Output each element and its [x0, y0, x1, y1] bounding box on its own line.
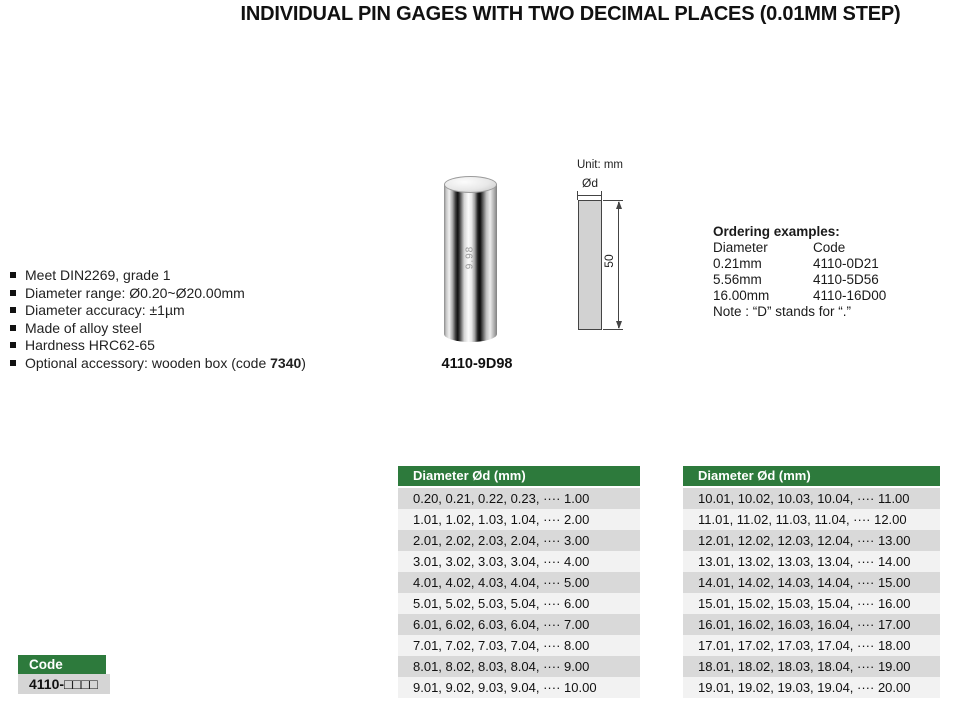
table-row: 19.01, 19.02, 19.03, 19.04, ···· 20.00: [683, 677, 940, 698]
table-row: 3.01, 3.02, 3.03, 3.04, ···· 4.00: [398, 551, 640, 572]
table-row: 4.01, 4.02, 4.03, 4.04, ···· 5.00: [398, 572, 640, 593]
ordering-note: Note : “D” stands for “.”: [713, 303, 852, 319]
table-row: 11.01, 11.02, 11.03, 11.04, ···· 12.00: [683, 509, 940, 530]
pin-marking-text: 9.98: [464, 245, 476, 270]
diagram-dim-tick: [601, 191, 602, 200]
feature-item: [8, 338, 388, 352]
feature-item: [8, 303, 388, 317]
example-diameter: 16.00mm: [713, 287, 770, 303]
feature-item: [8, 268, 388, 282]
table-header: Diameter Ød (mm): [398, 466, 640, 488]
feature-text: Diameter range: Ø0.20~Ø20.00mm: [25, 284, 245, 301]
diagram-height-dim-line: [618, 202, 619, 328]
table-row: 12.01, 12.02, 12.03, 12.04, ···· 13.00: [683, 530, 940, 551]
ordering-example-row: [713, 272, 943, 288]
bullet-square-icon: [10, 290, 16, 296]
feature-text: Diameter accuracy: ±1µm: [25, 302, 185, 318]
bullet-square-icon: [10, 272, 16, 278]
page-title: INDIVIDUAL PIN GAGES WITH TWO DECIMAL PLACES (0.01MM STEP): [240, 3, 901, 25]
diagram-diameter-dim-line: [578, 195, 602, 196]
table-row: 5.01, 5.02, 5.03, 5.04, ···· 6.00: [398, 593, 640, 614]
table-row: 8.01, 8.02, 8.03, 8.04, ···· 9.00: [398, 656, 640, 677]
arrow-down-icon: [616, 321, 622, 329]
table-row: 7.01, 7.02, 7.03, 7.04, ···· 8.00: [398, 635, 640, 656]
feature-text: Hardness HRC62-65: [25, 337, 155, 353]
ordering-col-diameter: Diameter: [713, 239, 768, 255]
arrow-up-icon: [616, 201, 622, 209]
feature-item: [8, 356, 388, 370]
feature-text: Made of alloy steel: [25, 319, 142, 336]
feature-list: [8, 268, 388, 373]
table-header: Diameter Ød (mm): [683, 466, 940, 488]
diameter-table-left: [398, 466, 640, 698]
diameter-table-right: [683, 466, 940, 698]
example-code: 4110-0D21: [813, 255, 879, 271]
pin-cylinder-top: [444, 176, 497, 193]
ordering-heading: Ordering examples:: [713, 224, 840, 239]
table-row: 13.01, 13.02, 13.03, 13.04, ···· 14.00: [683, 551, 940, 572]
bullet-square-icon: [10, 307, 16, 313]
ordering-example-row: [713, 256, 943, 272]
ordering-example-row: [713, 288, 943, 304]
table-row: 10.01, 10.02, 10.03, 10.04, ···· 11.00: [683, 488, 940, 509]
diagram-extension-line: [603, 329, 623, 330]
feature-text: ): [301, 354, 306, 371]
table-row: 9.01, 9.02, 9.03, 9.04, ···· 10.00: [398, 677, 640, 698]
table-body: [398, 488, 640, 698]
example-diameter: 0.21mm: [713, 255, 762, 271]
code-block-value: 4110-□□□□: [18, 674, 110, 694]
ordering-col-code: Code: [813, 239, 846, 255]
table-row: 6.01, 6.02, 6.03, 6.04, ···· 7.00: [398, 614, 640, 635]
table-row: 2.01, 2.02, 2.03, 2.04, ···· 3.00: [398, 530, 640, 551]
bullet-square-icon: [10, 360, 16, 366]
pin-model-number: 4110-9D98: [441, 356, 513, 372]
feature-item: [8, 321, 388, 335]
table-row: 1.01, 1.02, 1.03, 1.04, ···· 2.00: [398, 509, 640, 530]
pin-gage-photo: [444, 176, 497, 344]
bullet-square-icon: [10, 325, 16, 331]
example-code: 4110-16D00: [813, 287, 887, 303]
diagram-diameter-label: Ød: [581, 176, 598, 190]
diagram-unit-label: Unit: mm: [577, 159, 623, 171]
table-row: 17.01, 17.02, 17.03, 17.04, ···· 18.00: [683, 635, 940, 656]
table-row: 16.01, 16.02, 16.03, 16.04, ···· 17.00: [683, 614, 940, 635]
diagram-height-label: 50: [602, 254, 616, 268]
table-row: 0.20, 0.21, 0.22, 0.23, ···· 1.00: [398, 488, 640, 509]
diagram-dim-tick: [577, 191, 578, 200]
diagram-pin-outline: [578, 200, 602, 330]
example-diameter: 5.56mm: [713, 271, 762, 287]
table-row: 18.01, 18.02, 18.03, 18.04, ···· 19.00: [683, 656, 940, 677]
feature-text: Optional accessory: wooden box (code: [25, 354, 271, 371]
table-row: 14.01, 14.02, 14.03, 14.04, ···· 15.00: [683, 572, 940, 593]
table-row: 15.01, 15.02, 15.03, 15.04, ···· 16.00: [683, 593, 940, 614]
bullet-square-icon: [10, 342, 16, 348]
ordering-examples: [713, 224, 943, 319]
code-block-header: Code: [18, 655, 106, 674]
accessory-code: 7340: [270, 354, 302, 371]
ordering-column-headers: [713, 240, 943, 256]
feature-text: Meet DIN2269, grade 1: [25, 267, 171, 283]
table-body: [683, 488, 940, 698]
example-code: 4110-5D56: [813, 271, 879, 287]
feature-item: [8, 286, 388, 300]
